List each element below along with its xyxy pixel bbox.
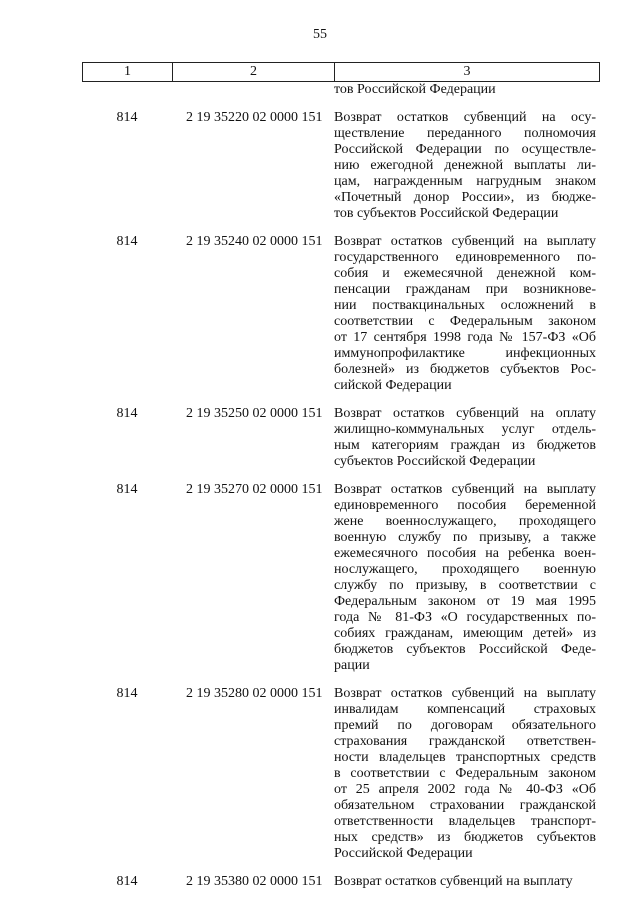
description-line: Российской Федерации по осуществле- bbox=[334, 142, 596, 157]
description-line: Возврат остатков субвенций на выплату bbox=[334, 234, 596, 249]
admin-code: 814 bbox=[116, 482, 138, 497]
budget-code: 2 19 35240 02 0000 151 bbox=[186, 234, 323, 249]
description-line: пенсации гражданам при возникнове- bbox=[334, 282, 596, 297]
description-line: ным категориям граждан из бюджетов bbox=[334, 438, 596, 453]
description-line: бюджетов субъектов Российской Феде- bbox=[334, 642, 596, 657]
description-line: болезней» из бюджетов субъектов Рос- bbox=[334, 362, 596, 377]
budget-code: 2 19 35270 02 0000 151 bbox=[186, 482, 323, 497]
table-row bbox=[82, 874, 600, 890]
description-line: тов субъектов Российской Федерации bbox=[334, 206, 559, 221]
description-line: нии поствакцинальных осложнений в bbox=[334, 298, 596, 313]
table-body bbox=[82, 82, 600, 902]
table-row bbox=[82, 686, 600, 862]
table-row bbox=[82, 234, 600, 394]
budget-code: 2 19 35280 02 0000 151 bbox=[186, 686, 323, 701]
description-line: ности владельцев транспортных средств bbox=[334, 750, 596, 765]
admin-code: 814 bbox=[116, 686, 138, 701]
description-line: в соответствии с Федеральным законом bbox=[334, 766, 596, 781]
description-line: премий по договорам обязательного bbox=[334, 718, 596, 733]
description-line: нослужащего, проходящего военную bbox=[334, 562, 596, 577]
header-col-1: 1 bbox=[83, 63, 173, 81]
description-line: жене военнослужащего, проходящего bbox=[334, 514, 596, 529]
continuation-row bbox=[82, 82, 600, 98]
header-col-2: 2 bbox=[173, 63, 335, 81]
description-line: рации bbox=[334, 658, 370, 673]
table-row bbox=[82, 110, 600, 222]
row-description: Возврат остатков субвенций на выплату bbox=[334, 874, 573, 889]
description-line: от 25 апреля 2002 года № 40-ФЗ «Об bbox=[334, 782, 596, 797]
description-line: ежемесячного пособия на ребенка воен- bbox=[334, 546, 596, 561]
description-line: обязательном страховании гражданской bbox=[334, 798, 596, 813]
description-line: соответствии с Федеральным законом bbox=[334, 314, 596, 329]
description-line: службу по призыву, в соответствии с bbox=[334, 578, 596, 593]
admin-code: 814 bbox=[116, 110, 138, 125]
description-line: собия и ежемесячной денежной ком- bbox=[334, 266, 596, 281]
description-line: ществление переданного полномочия bbox=[334, 126, 596, 141]
description-line: цам, награжденным нагрудным знаком bbox=[334, 174, 596, 189]
continuation-text: тов Российской Федерации bbox=[334, 82, 496, 97]
admin-code: 814 bbox=[116, 406, 138, 421]
description-line: сийской Федерации bbox=[334, 378, 452, 393]
description-line: единовременного пособия беременной bbox=[334, 498, 596, 513]
description-line: от 17 сентября 1998 года № 157-ФЗ «Об bbox=[334, 330, 596, 345]
budget-code: 2 19 35380 02 0000 151 bbox=[186, 874, 323, 889]
row-description bbox=[334, 482, 600, 674]
description-line: военную службу по призыву, а также bbox=[334, 530, 596, 545]
description-line: субъектов Российской Федерации bbox=[334, 454, 536, 469]
description-line: страхования гражданской ответствен- bbox=[334, 734, 596, 749]
description-line: ответственности владельцев транспорт- bbox=[334, 814, 596, 829]
row-description bbox=[334, 686, 600, 862]
table-header bbox=[82, 62, 600, 82]
budget-code: 2 19 35220 02 0000 151 bbox=[186, 110, 323, 125]
table-row bbox=[82, 406, 600, 470]
budget-code: 2 19 35250 02 0000 151 bbox=[186, 406, 323, 421]
description-line: Возврат остатков субвенций на осу- bbox=[334, 110, 596, 125]
row-description bbox=[334, 110, 600, 222]
description-line: ных средств» из бюджетов субъектов bbox=[334, 830, 596, 845]
description-line: Возврат остатков субвенций на выплату bbox=[334, 686, 596, 701]
description-line: Российской Федерации bbox=[334, 846, 473, 861]
page-number: 55 bbox=[313, 27, 327, 42]
description-line: Возврат остатков субвенций на оплату bbox=[334, 406, 596, 421]
description-line: иммунопрофилактике инфекционных bbox=[334, 346, 596, 361]
table-row bbox=[82, 482, 600, 674]
description-line: инвалидам компенсаций страховых bbox=[334, 702, 596, 717]
admin-code: 814 bbox=[116, 234, 138, 249]
row-description bbox=[334, 406, 600, 470]
description-line: нию ежегодной денежной выплаты ли- bbox=[334, 158, 596, 173]
description-line: «Почетный донор России», из бюдже- bbox=[334, 190, 596, 205]
description-line: Возврат остатков субвенций на выплату bbox=[334, 482, 596, 497]
description-line: собиях гражданам, имеющим детей» из bbox=[334, 626, 596, 641]
header-col-3: 3 bbox=[463, 64, 471, 79]
description-line: жилищно-коммунальных услуг отдель- bbox=[334, 422, 596, 437]
row-description bbox=[334, 234, 600, 394]
description-line: государственного единовременного по- bbox=[334, 250, 596, 265]
description-line: года № 81-ФЗ «О государственных по- bbox=[334, 610, 596, 625]
admin-code: 814 bbox=[116, 874, 138, 889]
description-line: Федеральным законом от 19 мая 1995 bbox=[334, 594, 596, 609]
